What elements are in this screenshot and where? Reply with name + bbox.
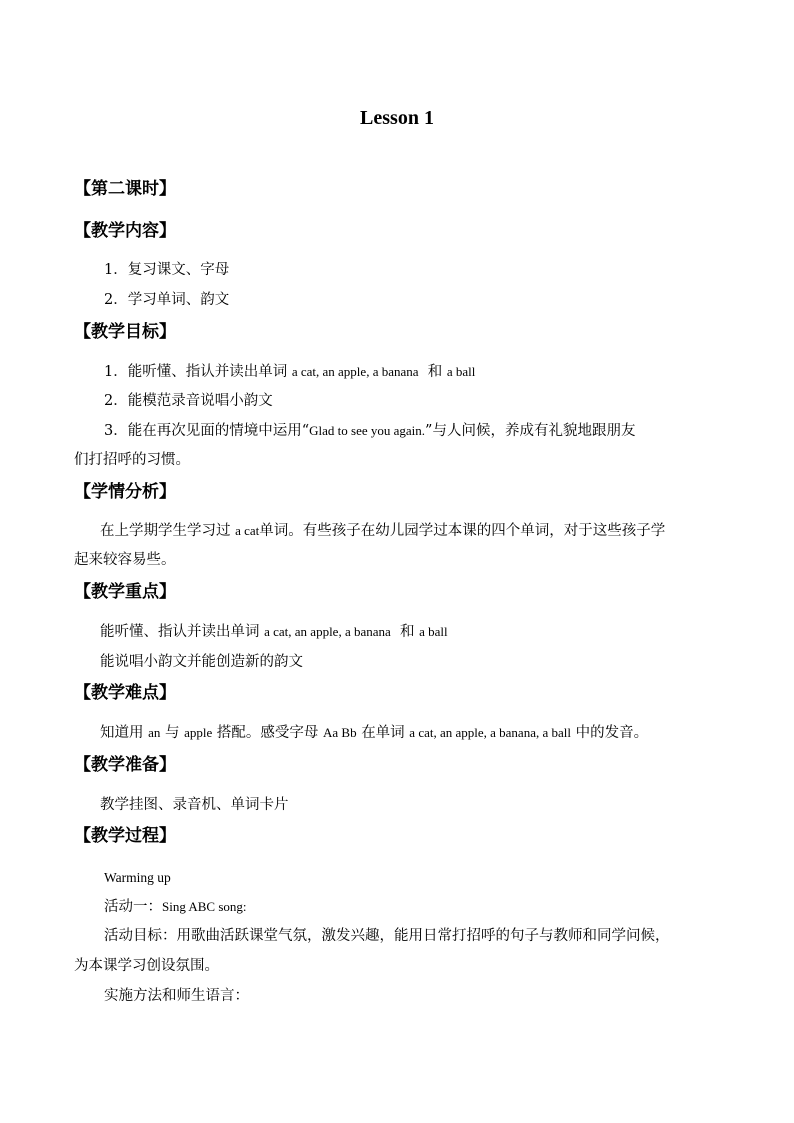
analysis-heading: 【学情分析】 bbox=[74, 482, 176, 502]
process-goal-line-1: 活动目标：用歌曲活跃课堂气氛，激发兴趣，能用日常打招呼的句子与教师和同学问候， bbox=[104, 928, 670, 944]
goals-heading: 【教学目标】 bbox=[74, 322, 176, 342]
process-method-line: 实施方法和师生语言： bbox=[104, 988, 249, 1004]
process-activity-1: 活动一：Sing ABC song: bbox=[104, 899, 247, 915]
goal-item-1: 1．能听懂、指认并读出单词 a cat, an apple, a banana 和 a ball bbox=[104, 364, 476, 380]
content-item-2: 2．学习单词、韵文 bbox=[104, 292, 230, 308]
analysis-line-1: 在上学期学生学习过 a cat单词。有些孩子在幼儿园学过本课的四个单词，对于这些孩子学 bbox=[100, 523, 666, 539]
key-points-line-1: 能听懂、指认并读出单词 a cat, an apple, a banana 和 a ball bbox=[100, 624, 448, 640]
key-points-heading: 【教学重点】 bbox=[74, 582, 176, 602]
goal-item-3-wrap: 们打招呼的习惯。 bbox=[74, 452, 190, 468]
content-heading: 【教学内容】 bbox=[74, 221, 176, 241]
section-period-heading: 【第二课时】 bbox=[74, 179, 176, 199]
analysis-line-2: 起来较容易些。 bbox=[74, 552, 176, 568]
key-points-line-2: 能说唱小韵文并能创造新的韵文 bbox=[100, 654, 303, 670]
goal-item-3: 3．能在再次见面的情境中运用“Glad to see you again.”与人问候，养成有礼貌地跟朋友 bbox=[104, 423, 636, 439]
lesson-title: Lesson 1 bbox=[360, 107, 434, 129]
preparation-line: 教学挂图、录音机、单词卡片 bbox=[100, 797, 289, 813]
content-item-1: 1．复习课文、字母 bbox=[104, 262, 230, 278]
preparation-heading: 【教学准备】 bbox=[74, 755, 176, 775]
process-heading: 【教学过程】 bbox=[74, 826, 176, 846]
difficulties-line: 知道用 an 与 apple 搭配。感受字母 Aa Bb 在单词 a cat, an apple, a banana, a ball 中的发音。 bbox=[100, 725, 649, 741]
goal-item-2: 2．能模范录音说唱小韵文 bbox=[104, 393, 273, 409]
difficulties-heading: 【教学难点】 bbox=[74, 683, 176, 703]
process-goal-line-2: 为本课学习创设氛围。 bbox=[74, 958, 219, 974]
process-warming-up: Warming up bbox=[104, 870, 171, 885]
